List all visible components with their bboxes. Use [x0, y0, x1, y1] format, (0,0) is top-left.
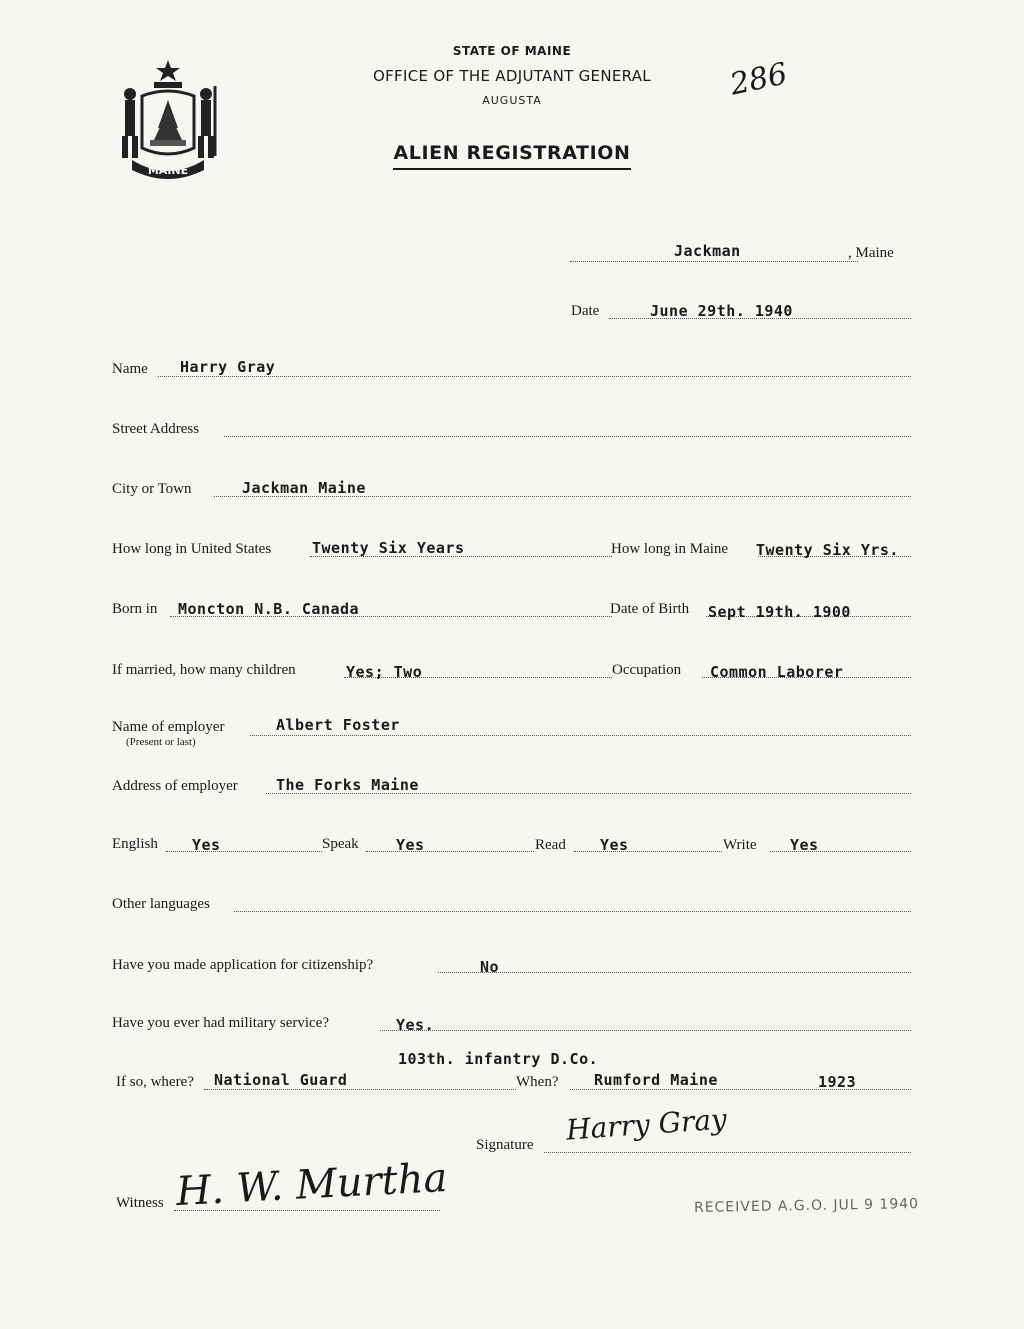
- citizenship-label: Have you made application for citizenship?: [112, 957, 374, 973]
- military-label: Have you ever had military service?: [112, 1015, 329, 1031]
- write-label: Write: [723, 837, 757, 853]
- other-languages-label: Other languages: [112, 896, 210, 912]
- us-duration-label: How long in United States: [112, 541, 272, 557]
- seal-text: MAINE: [147, 164, 189, 177]
- read-value: Yes: [600, 836, 629, 854]
- speak-line: [366, 851, 534, 852]
- handwritten-document-number: 286: [726, 56, 791, 103]
- place-line: [570, 261, 858, 262]
- city-label: City or Town: [112, 481, 192, 497]
- employer-line: [250, 735, 911, 736]
- name-line: [158, 376, 911, 377]
- birth-date-value: Sept 19th. 1900: [708, 603, 851, 621]
- born-label: Born in: [112, 601, 158, 617]
- citizenship-line: [438, 972, 911, 973]
- when-value: Rumford Maine: [594, 1071, 718, 1089]
- place-suffix: , Maine: [848, 245, 894, 261]
- occupation-value: Common Laborer: [710, 663, 844, 681]
- born-value: Moncton N.B. Canada: [178, 600, 360, 618]
- employer-sublabel: (Present or last): [126, 736, 196, 748]
- us-duration-value: Twenty Six Years: [312, 539, 465, 557]
- city-heading: AUGUSTA: [482, 94, 542, 107]
- date-label: Date: [571, 303, 600, 319]
- occupation-label: Occupation: [612, 662, 682, 678]
- witness-label: Witness: [116, 1195, 164, 1211]
- read-label: Read: [535, 837, 566, 853]
- write-value: Yes: [790, 836, 819, 854]
- witness-signature: H. W. Murtha: [174, 1154, 449, 1216]
- military-value: Yes.: [396, 1016, 435, 1034]
- when-label: When?: [516, 1074, 559, 1090]
- speak-label: Speak: [322, 836, 359, 852]
- where-label: If so, where?: [116, 1074, 194, 1090]
- birth-date-label: Date of Birth: [610, 601, 690, 617]
- place-value: Jackman: [674, 242, 741, 260]
- military-unit-value: 103th. infantry D.Co.: [398, 1050, 599, 1068]
- received-stamp: RECEIVED A.G.O. JUL 9 1940: [693, 1196, 920, 1216]
- where-line: [204, 1089, 516, 1090]
- office-heading: OFFICE OF THE ADJUTANT GENERAL: [373, 67, 651, 85]
- maine-duration-label: How long in Maine: [611, 541, 729, 557]
- citizenship-value: No: [480, 958, 500, 976]
- other-languages-line: [234, 911, 911, 912]
- handwritten-signature: Harry Gray: [565, 1102, 728, 1147]
- employer-label: Name of employer: [112, 719, 225, 735]
- english-line: [166, 851, 322, 852]
- military-line: [380, 1030, 911, 1031]
- city-value: Jackman Maine: [242, 479, 366, 497]
- speak-value: Yes: [396, 836, 425, 854]
- when-line: [570, 1089, 911, 1090]
- employer-address-label: Address of employer: [112, 778, 238, 794]
- name-value: Harry Gray: [180, 358, 276, 376]
- read-line: [574, 851, 722, 852]
- form-title: ALIEN REGISTRATION: [0, 142, 1024, 170]
- state-heading: STATE OF MAINE: [452, 44, 572, 58]
- employer-value: Albert Foster: [276, 716, 400, 734]
- street-line: [224, 436, 911, 437]
- children-value: Yes; Two: [346, 663, 423, 681]
- english-value: Yes: [192, 836, 221, 854]
- date-value: June 29th. 1940: [650, 302, 793, 320]
- signature-line: [544, 1152, 911, 1153]
- street-label: Street Address: [112, 421, 200, 437]
- employer-address-value: The Forks Maine: [276, 776, 419, 794]
- children-label: If married, how many children: [112, 662, 296, 678]
- where-value: National Guard: [214, 1071, 348, 1089]
- name-label: Name: [112, 361, 148, 377]
- maine-duration-value: Twenty Six Yrs.: [756, 541, 899, 559]
- signature-label: Signature: [476, 1137, 534, 1153]
- english-label: English: [112, 836, 158, 852]
- when-year-value: 1923: [818, 1073, 857, 1091]
